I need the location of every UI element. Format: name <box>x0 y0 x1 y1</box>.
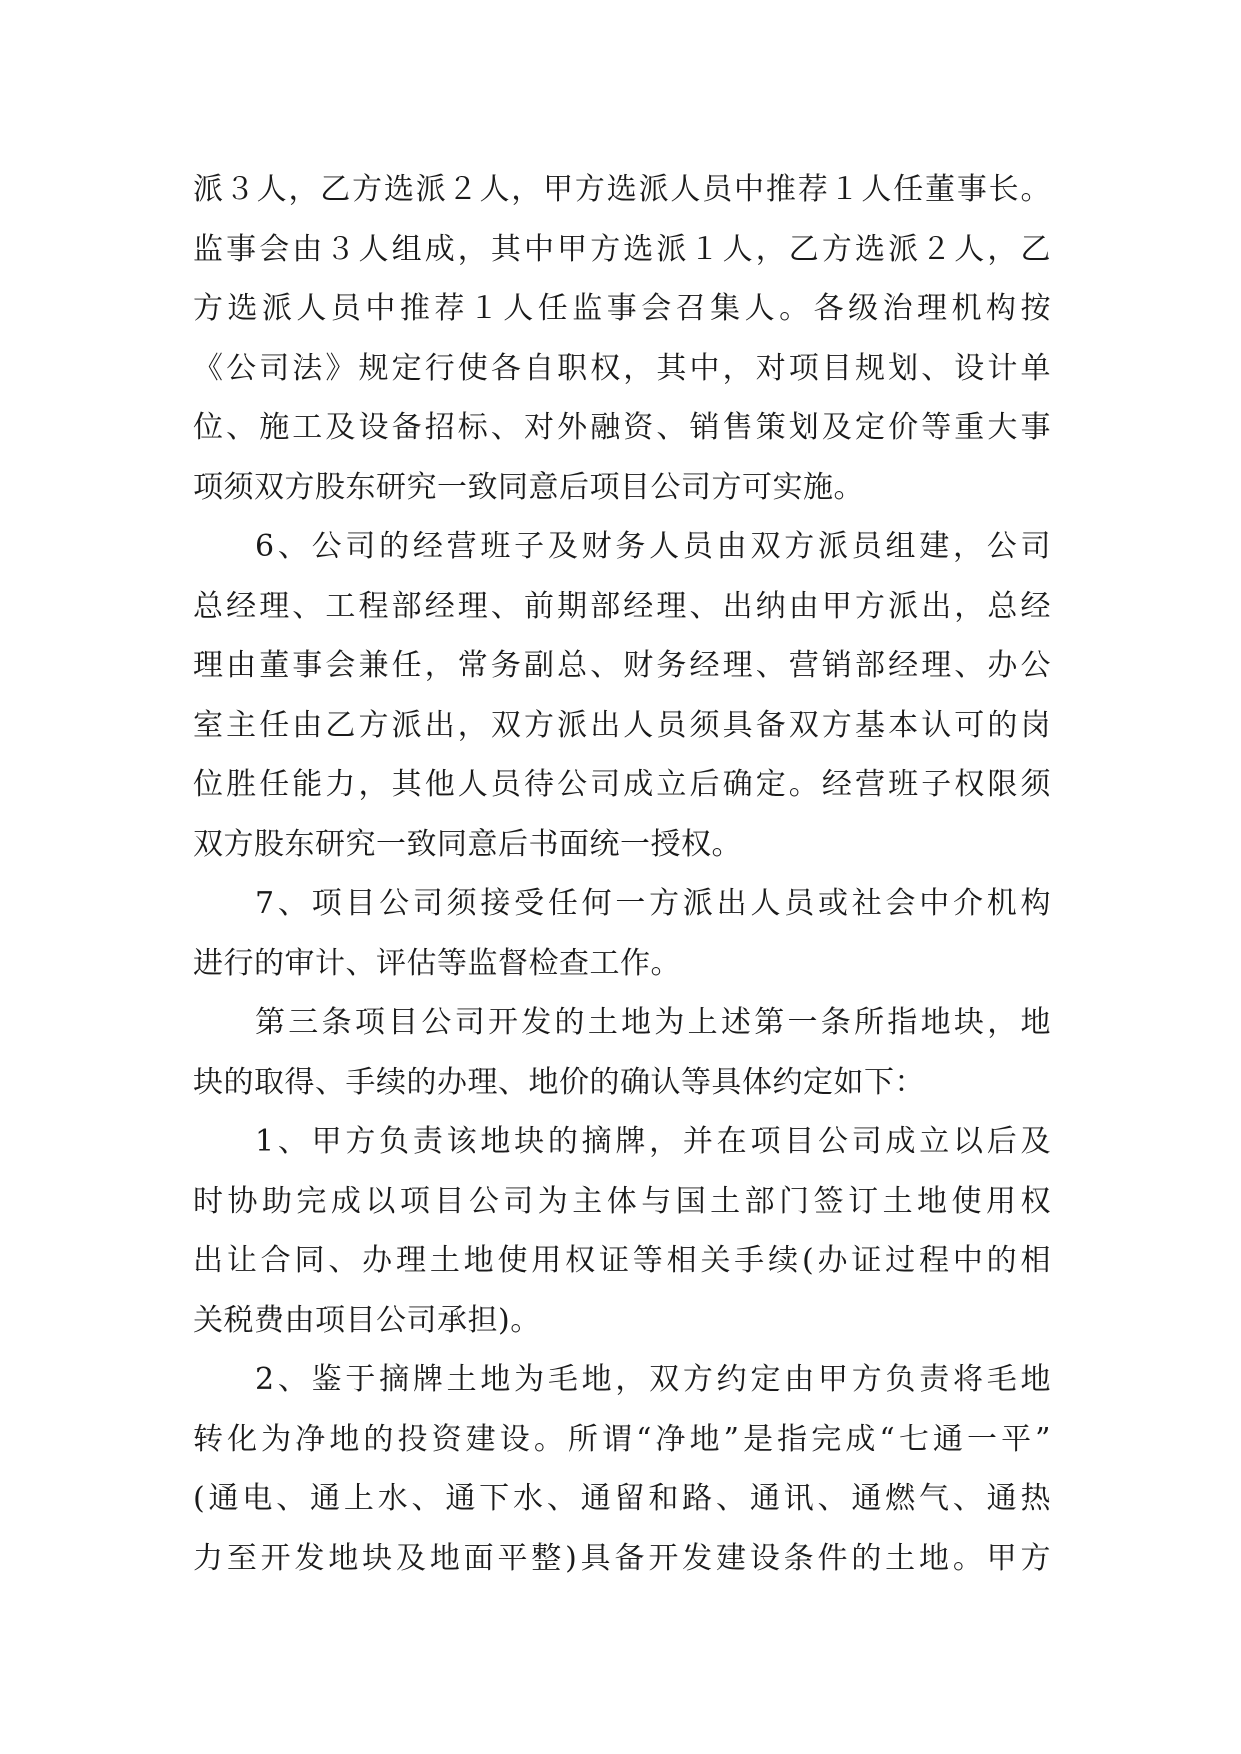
paragraph-item-1-line: 1、甲方负责该地块的摘牌，并在项目公司成立以后及 <box>255 1124 1051 1159</box>
text-line: 位、施工及设备招标、对外融资、销售策划及定价等重大事 <box>193 410 1051 445</box>
article-3-heading-line: 第三条项目公司开发的土地为上述第一条所指地块，地 <box>255 1005 1051 1040</box>
text-line: 双方股东研究一致同意后书面统一授权。 <box>193 826 742 862</box>
paragraph-item-2-line: 2、鉴于摘牌土地为毛地，双方约定由甲方负责将毛地 <box>255 1362 1051 1397</box>
text-line: 块的取得、手续的办理、地价的确认等具体约定如下： <box>193 1064 925 1100</box>
text-line: 总经理、工程部经理、前期部经理、出纳由甲方派出，总经 <box>193 588 1051 624</box>
text-line: 时协助完成以项目公司为主体与国土部门签订土地使用权 <box>193 1183 1051 1219</box>
text-line: 《公司法》规定行使各自职权，其中，对项目规划、设计单 <box>193 350 1051 386</box>
text-line: 监事会由３人组成，其中甲方选派１人，乙方选派２人，乙 <box>193 231 1051 267</box>
text-line: 力至开发地块及地面平整)具备开发建设条件的土地。甲方 <box>193 1540 1051 1576</box>
text-line: 进行的审计、评估等监督检查工作。 <box>193 945 681 981</box>
text-line: 关税费由项目公司承担)。 <box>193 1302 541 1338</box>
text-line: 方选派人员中推荐１人任监事会召集人。各级治理机构按 <box>193 291 1051 326</box>
text-line: 室主任由乙方派出，双方派出人员须具备双方基本认可的岗 <box>193 707 1051 743</box>
document-body <box>193 160 1051 1588</box>
text-line: (通电、通上水、通下水、通留和路、通讯、通燃气、通热 <box>193 1481 1051 1516</box>
text-line: 派３人，乙方选派２人，甲方选派人员中推荐１人任董事长。 <box>193 172 1051 207</box>
text-line: 转化为净地的投资建设。所谓“净地”是指完成“七通一平” <box>193 1421 1051 1457</box>
text-line: 位胜任能力，其他人员待公司成立后确定。经营班子权限须 <box>193 767 1051 802</box>
text-line: 项须双方股东研究一致同意后项目公司方可实施。 <box>193 469 864 505</box>
paragraph-item-7-line: 7、项目公司须接受任何一方派出人员或社会中介机构 <box>255 886 1051 921</box>
text-line: 出让合同、办理土地使用权证等相关手续(办证过程中的相 <box>193 1243 1051 1278</box>
paragraph-item-6-line: 6、公司的经营班子及财务人员由双方派员组建，公司 <box>255 529 1051 564</box>
text-line: 理由董事会兼任，常务副总、财务经理、营销部经理、办公 <box>193 648 1051 683</box>
